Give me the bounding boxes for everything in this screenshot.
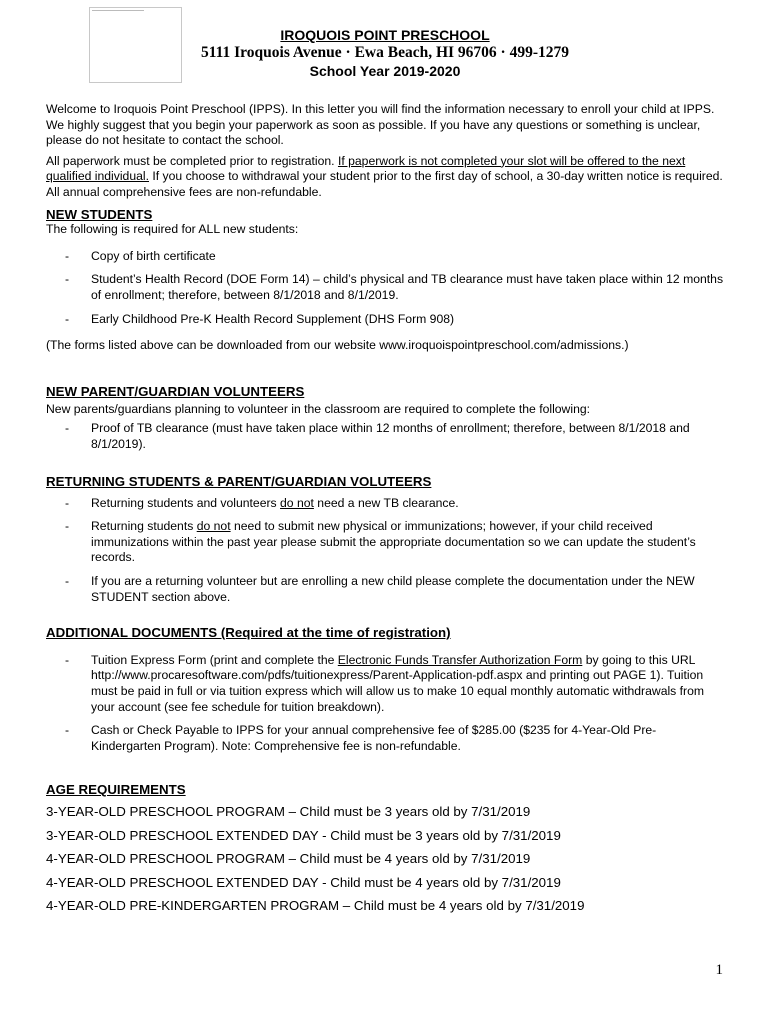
bullet-dash: - — [65, 272, 70, 287]
list-item-text: need to submit new physical or immunizations; however, if your child received immunizations within the past year please submit the appropriate documentation so we can update the student’s records. — [91, 519, 696, 565]
list-item — [46, 312, 726, 328]
letter-body — [46, 102, 726, 922]
school-address: 5111 Iroquois Avenue · Ewa Beach, HI 96706 · 499-1279 — [200, 44, 570, 61]
list-item — [46, 519, 726, 566]
list-item-text: Copy of birth certificate — [91, 248, 216, 263]
bullet-dash: - — [65, 311, 70, 326]
bullet-dash: - — [65, 519, 70, 534]
list-item — [46, 421, 726, 452]
age-line: 3-YEAR-OLD PRESCHOOL PROGRAM – Child must be 3 years old by 7/31/2019 — [46, 804, 531, 819]
bullet-dash: - — [65, 652, 70, 667]
returning-list — [46, 496, 726, 606]
list-item — [46, 272, 726, 303]
list-item-emphasis: do not — [280, 495, 314, 510]
paperwork-paragraph — [46, 154, 726, 201]
new-students-list — [46, 249, 726, 327]
bullet-dash: - — [65, 248, 70, 263]
returning-heading: RETURNING STUDENTS & PARENT/GUARDIAN VOLUTEERS — [46, 474, 432, 490]
bullet-dash: - — [65, 574, 70, 589]
volunteers-heading: NEW PARENT/GUARDIAN VOLUNTEERS — [46, 383, 305, 399]
list-item-text: If you are a returning volunteer but are enrolling a new child please complete the documentation under the NEW STUDENT section above. — [91, 574, 695, 604]
list-item-text: need a new TB clearance. — [313, 495, 459, 510]
age-line: 4-YEAR-OLD PRESCHOOL EXTENDED DAY - Child must be 4 years old by 7/31/2019 — [46, 874, 561, 890]
list-item-emphasis: do not — [196, 519, 231, 534]
list-item-text: Returning students — [91, 519, 197, 534]
list-item — [46, 723, 726, 754]
paperwork-text-start: All paperwork must be completed prior to registration. — [46, 153, 338, 168]
age-line: 3-YEAR-OLD PRESCHOOL EXTENDED DAY - Child must be 3 years old by 7/31/2019 — [46, 827, 561, 843]
school-name: IROQUOIS POINT PRESCHOOL — [280, 27, 490, 43]
age-requirements-heading: AGE REQUIREMENTS — [46, 782, 186, 798]
list-item — [46, 574, 726, 605]
list-item-text: Returning students and volunteers — [91, 495, 281, 510]
paperwork-text-end: If you choose to withdrawal your student prior to the first day of school, a 30-day written notice is required. All annual comprehensive fees are non-refundable. — [46, 169, 723, 199]
eft-form-link[interactable]: Electronic Funds Transfer Authorization Form — [337, 652, 583, 667]
list-item-text: Tuition Express Form (print and complete the — [91, 652, 338, 667]
list-item-text: by going to this URL http://www.procaresoftware.com/pdfs/tuitionexpress/Parent-Application-pdf.aspx and printing out PAGE 1). Tuition must be paid in full or via tuition express which will allow us to make 10 equal monthly automatic withdrawals from your account (see fee schedule for tuition breakdown). — [91, 652, 705, 714]
new-students-heading: NEW STUDENTS — [46, 206, 153, 222]
volunteers-subtitle: New parents/guardians planning to volunteer in the classroom are required to complete the following: — [46, 402, 591, 417]
volunteers-list — [46, 421, 726, 452]
bullet-dash: - — [65, 723, 70, 738]
forms-download-note: (The forms listed above can be downloaded from our website www.iroquoispointpreschool.com/admissions.) — [46, 338, 629, 353]
paperwork-warning: If paperwork is not completed your slot will be offered to the next qualified individual. — [46, 153, 686, 184]
intro-paragraph: Welcome to Iroquois Point Preschool (IPPS). In this letter you will find the information necessary to enroll your child at IPPS. We highly suggest that you begin your paperwork as soon as possible. If you have any questions or something is unclear, please do not hesitate to contact the school. — [46, 102, 715, 148]
bullet-dash: - — [65, 495, 70, 510]
logo-fine-print-line — [92, 10, 144, 14]
age-line: 4-YEAR-OLD PRESCHOOL PROGRAM – Child must be 4 years old by 7/31/2019 — [46, 851, 531, 867]
list-item-text: Cash or Check Payable to IPPS for your annual comprehensive fee of $285.00 ($235 for 4-Year-Old Pre-Kindergarten Program). Note: Comprehensive fee is non-refundable. — [91, 723, 657, 753]
list-item — [46, 249, 726, 265]
age-line: 4-YEAR-OLD PRE-KINDERGARTEN PROGRAM – Child must be 4 years old by 7/31/2019 — [46, 898, 585, 914]
bullet-dash: - — [65, 420, 70, 435]
list-item-text: Proof of TB clearance (must have taken place within 12 months of enrollment; therefore, between 8/1/2018 and 8/1/2019). — [91, 420, 690, 451]
school-year: School Year 2019-2020 — [309, 63, 461, 79]
list-item-text: Student’s Health Record (DOE Form 14) – child’s physical and TB clearance must have taken place within 12 months of enrollment; therefore, between 8/1/2018 and 8/1/2019. — [91, 272, 724, 302]
additional-docs-heading: ADDITIONAL DOCUMENTS (Required at the time of registration) — [46, 625, 451, 641]
list-item-text: Early Childhood Pre-K Health Record Supplement (DHS Form 908) — [91, 311, 455, 326]
additional-docs-list — [46, 653, 726, 755]
list-item — [46, 496, 726, 512]
list-item — [46, 653, 726, 715]
new-students-subtitle: The following is required for ALL new students: — [46, 222, 299, 237]
page-number: 1 — [715, 962, 723, 978]
